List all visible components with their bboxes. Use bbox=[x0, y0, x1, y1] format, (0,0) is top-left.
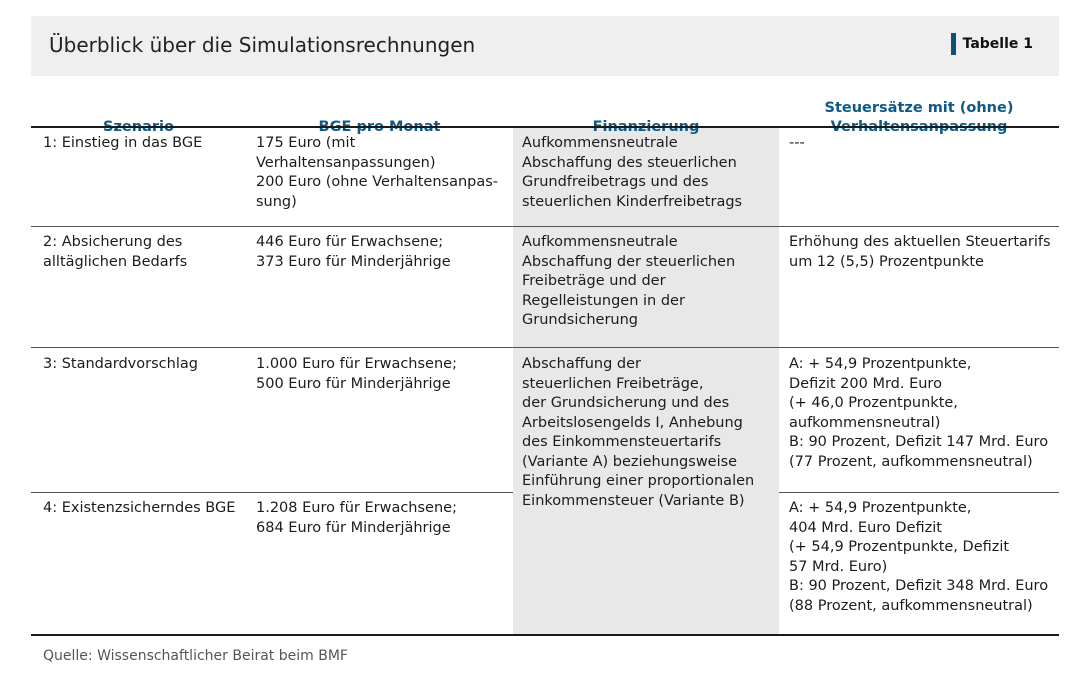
column-header-szenario: Szenario bbox=[103, 119, 174, 135]
row-divider bbox=[31, 226, 1059, 227]
cell-finanzierung-merged: Abschaffung der steuerlichen Freibeträge, der Grundsicherung und des Arbeitslosengelds I, Anhebung des Einkommensteuertarifs (Variante A) beziehungsweise Einführung einer proportionalen Einkommensteuer (Variante B) bbox=[522, 356, 755, 509]
footer-rule bbox=[31, 634, 1059, 636]
column-header-bge: BGE pro Monat bbox=[318, 119, 441, 135]
table-header bbox=[31, 16, 1059, 76]
row-divider bbox=[31, 492, 513, 493]
cell-szenario: 3: Standardvorschlag bbox=[43, 356, 198, 372]
cell-finanzierung: Aufkommensneutrale Abschaffung des steuerlichen Grundfreibetrags und des steuerlichen Kinderfreibetrags bbox=[522, 135, 743, 210]
cell-steuersaetze: A: + 54,9 Prozentpunkte, 404 Mrd. Euro Defizit (+ 54,9 Prozentpunkte, Defizit 57 Mrd. Euro) B: 90 Prozent, Defizit 348 Mrd. Euro (88 Prozent, aufkommensneutral) bbox=[789, 500, 1049, 614]
cell-szenario: 4: Existenzsicherndes BGE bbox=[43, 500, 236, 516]
cell-bge: 175 Euro (mit Verhaltensanpassungen) 200 Euro (ohne Verhaltensanpas- sung) bbox=[256, 135, 499, 210]
cell-steuersaetze: --- bbox=[789, 135, 805, 151]
cell-bge: 1.000 Euro für Erwachsene; 500 Euro für Minderjährige bbox=[256, 356, 457, 392]
table-card bbox=[31, 16, 1059, 679]
cell-bge: 446 Euro für Erwachsene; 373 Euro für Minderjährige bbox=[256, 234, 451, 270]
cell-finanzierung: Aufkommensneutrale Abschaffung der steuerlichen Freibeträge und der Regelleistungen in der Grundsicherung bbox=[522, 234, 736, 328]
table-number-badge: Tabelle 1 bbox=[951, 33, 1033, 55]
source-note: Quelle: Wissenschaftlicher Beirat beim BMF bbox=[43, 648, 348, 664]
cell-steuersaetze: A: + 54,9 Prozentpunkte, Defizit 200 Mrd. Euro (+ 46,0 Prozentpunkte, aufkommensneutral) B: 90 Prozent, Defizit 147 Mrd. Euro (77 Prozent, aufkommensneutral) bbox=[789, 356, 1049, 470]
row-divider bbox=[31, 347, 1059, 348]
cell-szenario: 1: Einstieg in das BGE bbox=[43, 135, 203, 151]
header-rule bbox=[31, 126, 1059, 128]
cell-steuersaetze: Erhöhung des aktuellen Steuertarifs um 12 (5,5) Prozentpunkte bbox=[789, 234, 1051, 270]
column-header-steuersaetze: Steuersätze mit (ohne) Verhaltensanpassung bbox=[824, 100, 1014, 135]
cell-bge: 1.208 Euro für Erwachsene; 684 Euro für Minderjährige bbox=[256, 500, 457, 536]
cell-szenario: 2: Absicherung des alltäglichen Bedarfs bbox=[43, 234, 188, 270]
row-divider bbox=[779, 492, 1059, 493]
page-title: Überblick über die Simulationsrechnungen bbox=[49, 33, 476, 57]
column-header-finanzierung: Finanzierung bbox=[592, 119, 700, 135]
